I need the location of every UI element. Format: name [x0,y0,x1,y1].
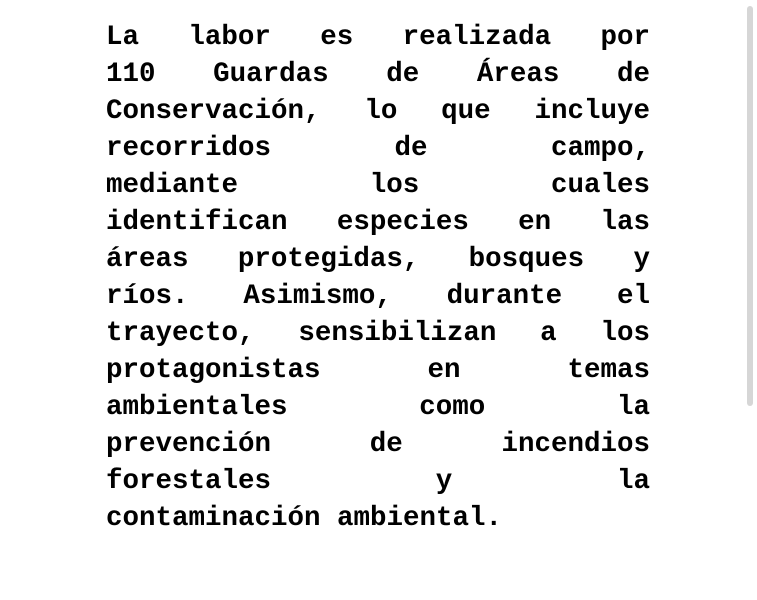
word: incendios [501,429,650,460]
text-line [106,93,650,130]
word: protagonistas [106,355,321,386]
word: es [320,22,354,53]
word: Áreas [476,59,560,90]
text-line [106,167,650,204]
text-line [106,278,650,315]
word: áreas [106,244,189,275]
word: de [616,59,650,90]
word: protegidas, [237,244,420,275]
word: en [427,355,461,386]
text-line [106,241,650,278]
word: realizada [402,22,552,53]
word: labor [188,22,271,53]
word: el [616,281,650,312]
text-line [106,315,650,352]
text-line [106,463,650,500]
scrollbar-thumb[interactable] [747,6,753,406]
text-line [106,204,650,241]
word: especies [336,207,469,238]
word: cuales [550,170,650,201]
text-line-last: contaminación ambiental. [106,503,503,534]
word: por [600,22,650,53]
word: de [369,429,403,460]
word: la [616,466,650,497]
word: y [633,244,650,275]
word: identifican [106,207,288,238]
word: prevención [106,429,272,460]
word: los [600,318,650,349]
word: Conservación, [106,96,321,127]
text-line [106,352,650,389]
word: campo, [550,133,650,164]
vertical-scrollbar[interactable] [747,6,753,406]
word: de [386,59,420,90]
word: trayecto, [106,318,255,349]
word: recorridos [106,133,272,164]
text-line [106,19,650,56]
word: como [419,392,486,423]
text-line [106,130,650,167]
word: incluye [534,96,650,127]
word: ambientales [106,392,288,423]
word: lo [364,96,398,127]
word: Guardas [213,59,329,90]
text-line [106,56,650,93]
word: y [435,466,453,497]
word: Asimismo, [243,281,392,312]
word: durante [446,281,563,312]
word: las [600,207,650,238]
paragraph [106,19,650,537]
word: que [441,96,491,127]
word: forestales [106,466,272,497]
word: ríos. [106,281,189,312]
word: en [518,207,552,238]
word: la [616,392,650,423]
word: 110 [106,59,156,90]
text-line [106,389,650,426]
word: sensibilizan [298,318,497,349]
word: bosques [468,244,585,275]
word: La [106,22,140,53]
word: mediante [106,170,239,201]
text-line [106,426,650,463]
word: de [394,133,428,164]
word: los [369,170,420,201]
word: temas [567,355,650,386]
word: a [540,318,557,349]
